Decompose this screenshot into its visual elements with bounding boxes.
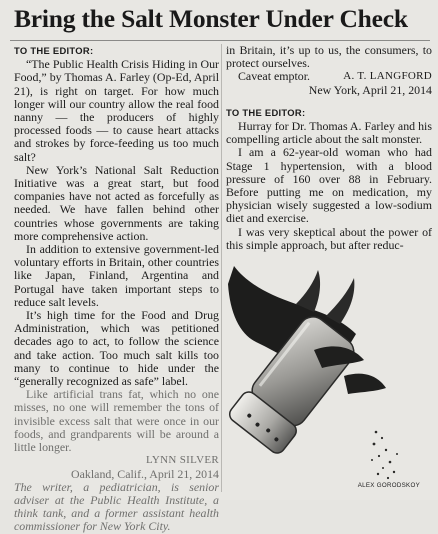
writer-bio: The writer, a pediatrician, is senior adviser at the Public Health Institute, a think tank, and a former assistant health commissioner for New York City.	[14, 479, 219, 534]
illustration-credit: ALEX GORODSKOY	[357, 482, 420, 489]
letter-paragraph: I was very skeptical about the power of this simple approach, but after reduc-	[226, 224, 432, 252]
letter-paragraph: Like artificial trans fat, which no one misses, no one will remember the tons of invisible excess salt that were once in our foods, and grandparents will be around a little longer.	[14, 387, 219, 455]
headline: Bring the Salt Monster Under Check	[14, 4, 408, 33]
caveat-line	[226, 70, 432, 83]
claw-icon	[326, 278, 354, 324]
letter-paragraph: New York’s National Salt Reduction Initiative was a great start, but food companies have not acted as forcefully as needed. We have fallen behind other countries whose governments are taking more comprehensive action.	[14, 162, 219, 243]
letter-signature: LYNN SILVER	[146, 454, 219, 467]
headline-rule	[10, 40, 430, 41]
letter-paragraph: In addition to extensive government-led voluntary efforts in Britain, other countries like Japan, Finland, Argentina and Portugal have taken important steps to reduce salt levels.	[14, 242, 219, 309]
letter-paragraph: It’s high time for the Food and Drug Administration, which was petitioned decades ago to act, to follow the science and take action. Too much salt kills too many to continue to hide under the “generally recognized as safe” label.	[14, 308, 219, 389]
salt-grains	[371, 431, 398, 479]
letter-column-left	[14, 44, 219, 534]
letter-kicker: TO THE EDITOR:	[226, 106, 306, 118]
letter-paragraph: I am a 62-year-old woman who had Stage 1 hypertension, with a blood pressure of 160 over 88 in February. Before putting me on medication, my physician wisely suggested a low-sodium diet and exercise.	[226, 145, 432, 226]
salt-shaker-illustration	[226, 264, 434, 494]
letter-location: New York, April 21, 2014	[308, 82, 432, 97]
letter-location: Oakland, Calif., April 21, 2014	[71, 466, 219, 481]
letter-continuation: in Britain, it’s up to us, the consumers, to protect ourselves.	[226, 43, 432, 71]
finger-shape	[314, 346, 364, 368]
letter-signature: A. T. LANGFORD	[343, 70, 432, 83]
column-divider	[221, 44, 222, 492]
letter-paragraph: “The Public Health Crisis Hiding in Our Food,” by Thomas A. Farley (Op-Ed, April 21), is right on target. For how much longer will our country allow the real food nanny — the producers of highly processed foods — to cause heart attacks and strokes by force-feeding us too much salt?	[14, 57, 219, 164]
letter-kicker: TO THE EDITOR:	[14, 45, 94, 56]
caveat-text: Caveat emptor.	[238, 69, 310, 84]
finger-shape	[344, 374, 386, 394]
letter-paragraph: Hurray for Dr. Thomas A. Farley and his compelling article about the salt monster.	[226, 119, 432, 147]
letter-column-right	[226, 44, 432, 252]
